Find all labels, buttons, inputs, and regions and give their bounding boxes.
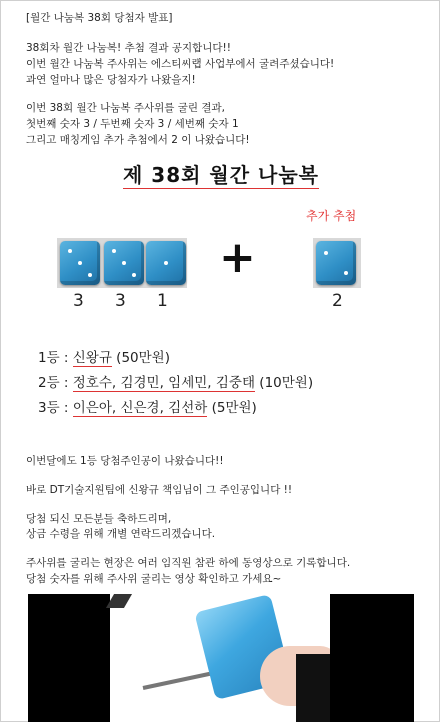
intro-line-3: 과연 얼마나 많은 당첨자가 나왔을지! <box>26 74 196 86</box>
outro-line-4: 상금 수령을 위해 개별 연락드리겠습니다. <box>26 528 216 540</box>
video-letterbox-right <box>330 594 414 722</box>
prize-row-1: 1등 : 신왕규 (50만원) <box>38 350 170 366</box>
result-line-1: 이번 38회 월간 나눔복 주사위를 굴린 결과, <box>26 102 226 114</box>
outro-line-6: 당첨 숫자를 위해 주사위 굴리는 영상 확인하고 가세요~ <box>26 573 282 585</box>
prize-row-2: 2등 : 정호수, 김경민, 임세민, 김중태 (10만원) <box>38 375 314 391</box>
die-1-number: 3 <box>73 291 84 311</box>
prize-row-3: 3등 : 이은아, 신은경, 김선하 (5만원) <box>38 400 257 416</box>
die-3-icon <box>146 241 186 285</box>
intro-line-2: 이번 월간 나눔복 주사위는 에스티씨랩 사업부에서 굴려주셨습니다! <box>26 58 335 70</box>
outro-line-5: 주사위를 굴리는 현장은 여러 임직원 참관 하에 동영상으로 기록합니다. <box>26 557 351 569</box>
die-2-number: 3 <box>115 291 126 311</box>
result-line-2: 첫번째 숫자 3 / 두번째 숫자 3 / 세번째 숫자 1 <box>26 118 239 130</box>
extra-die-icon <box>316 241 356 285</box>
extra-draw-label: 추가 추첨 <box>306 209 357 223</box>
dice-rolling-video[interactable] <box>28 594 414 722</box>
die-1-icon <box>60 241 100 285</box>
draw-title: 제 38회 월간 나눔복 <box>123 163 319 187</box>
extra-die-number: 2 <box>332 291 343 311</box>
post-header: [월간 나눔복 38회 당첨자 발표] <box>26 12 173 24</box>
die-3-number: 1 <box>157 291 168 311</box>
video-letterbox-left <box>28 594 110 722</box>
outro-line-3: 당첨 되신 모든분들 축하드리며, <box>26 513 172 525</box>
intro-line-1: 38회차 월간 나눔복! 추첨 결과 공지합니다!! <box>26 42 231 54</box>
outro-line-1: 이번달에도 1등 당첨주인공이 나왔습니다!! <box>26 455 224 467</box>
result-line-3: 그리고 매칭게임 추가 추첨에서 2 이 나왔습니다! <box>26 134 250 146</box>
outro-line-2: 바로 DT기술지원팀에 신왕규 책임님이 그 주인공입니다 !! <box>26 484 293 496</box>
plus-sign: + <box>219 232 256 283</box>
die-2-icon <box>104 241 144 285</box>
